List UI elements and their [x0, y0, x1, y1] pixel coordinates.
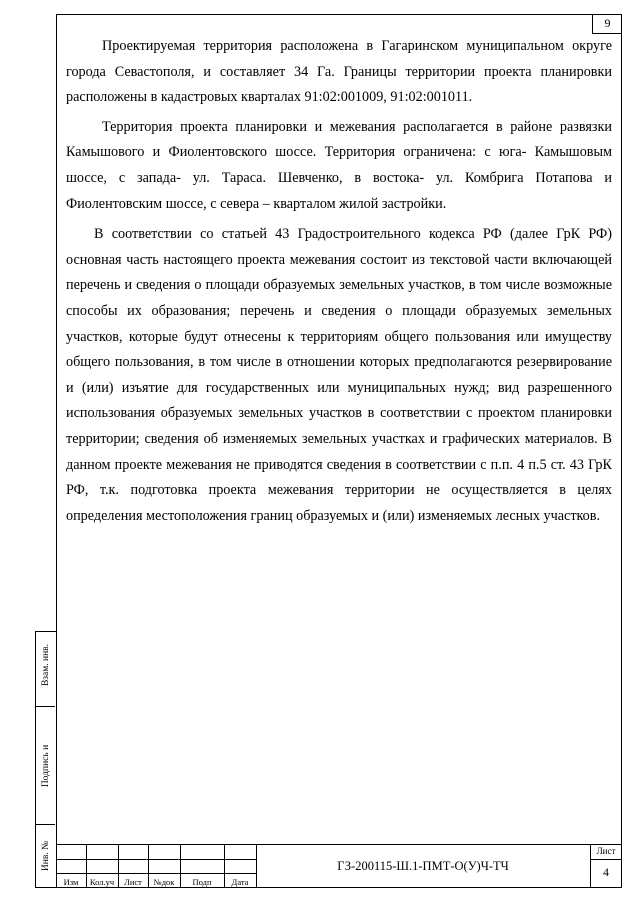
side-stamp-vzam-cell [36, 632, 55, 707]
col-koluch-label: Кол.уч [89, 877, 115, 887]
side-stamp-inv-cell [36, 825, 55, 887]
col-ndok-label: №док [153, 877, 175, 887]
col-list-label: Лист [124, 877, 142, 887]
sheet-label: Лист [596, 846, 616, 856]
side-stamp-vzam-label: Взам. инв. [40, 644, 51, 687]
side-stamp-inv-label: Инв. № [40, 840, 51, 872]
sheet-separator [590, 859, 622, 860]
side-stamp [35, 631, 56, 888]
title-block [56, 844, 622, 888]
side-stamp-podpis-label: Подпись и [40, 744, 51, 787]
document-body [66, 34, 612, 529]
paragraph-territory-location: Проектируемая территория расположена в Гагаринском муниципальном округе города Севастополя, и составляет 34 Га. Границы территории проекта планировки расположены в кадастровых кварталах 91:02:001009, 91:02:001011. [66, 38, 612, 106]
col-podp-label: Подп [192, 877, 212, 887]
top-page-number: 9 [592, 14, 622, 34]
paragraph-territory-bounds: Территория проекта планировки и межевания располагается в районе развязки Камышового и Фиолентовского шоссе. Территория ограничена: с юга- Камышовым шоссе, с запада- ул. Тараса. Шевченко, в востока- ул. Комбрига Потапова и Фиолентовским шоссе, с севера – кварталом жилой застройки. [66, 118, 612, 212]
paragraph-legal-basis: В соответствии со статьей 43 Градостроительного кодекса РФ (далее ГрК РФ) основная часть настоящего проекта межевания состоит из текстовой части включающей перечень и сведения о площади образуемых земельных участков, в том числе возможные способы их образования; перечень и сведения о площади образуемых земельных участков, которые будут отнесены к территориям общего пользования или имуществу общего пользования, в том числе в отношении которых предполагаются резервирование и (или) изъятие для государственных или муниципальных нужд; вид разрешенного использования образуемых земельных участков в соответствии с проектом планировки территории; сведения об изменяемых земельных участках и графических материалов. В данном проекте межевания не приводятся сведения в соответствии с п.п. 4 п.5 ст. 43 ГрК РФ, т.к. подготовка проекта межевания территории не осуществляется в целях определения местоположения границ образуемых и (или) изменяемых лесных участков. [66, 226, 612, 524]
col-izm-label: Изм [63, 877, 79, 887]
col-data-label: Дата [231, 877, 249, 887]
document-code: ГЗ-200115-Ш.1-ПМТ-О(У)Ч-ТЧ [337, 859, 509, 873]
side-stamp-podpis-cell [36, 707, 55, 825]
sheet-number: 4 [603, 865, 609, 879]
